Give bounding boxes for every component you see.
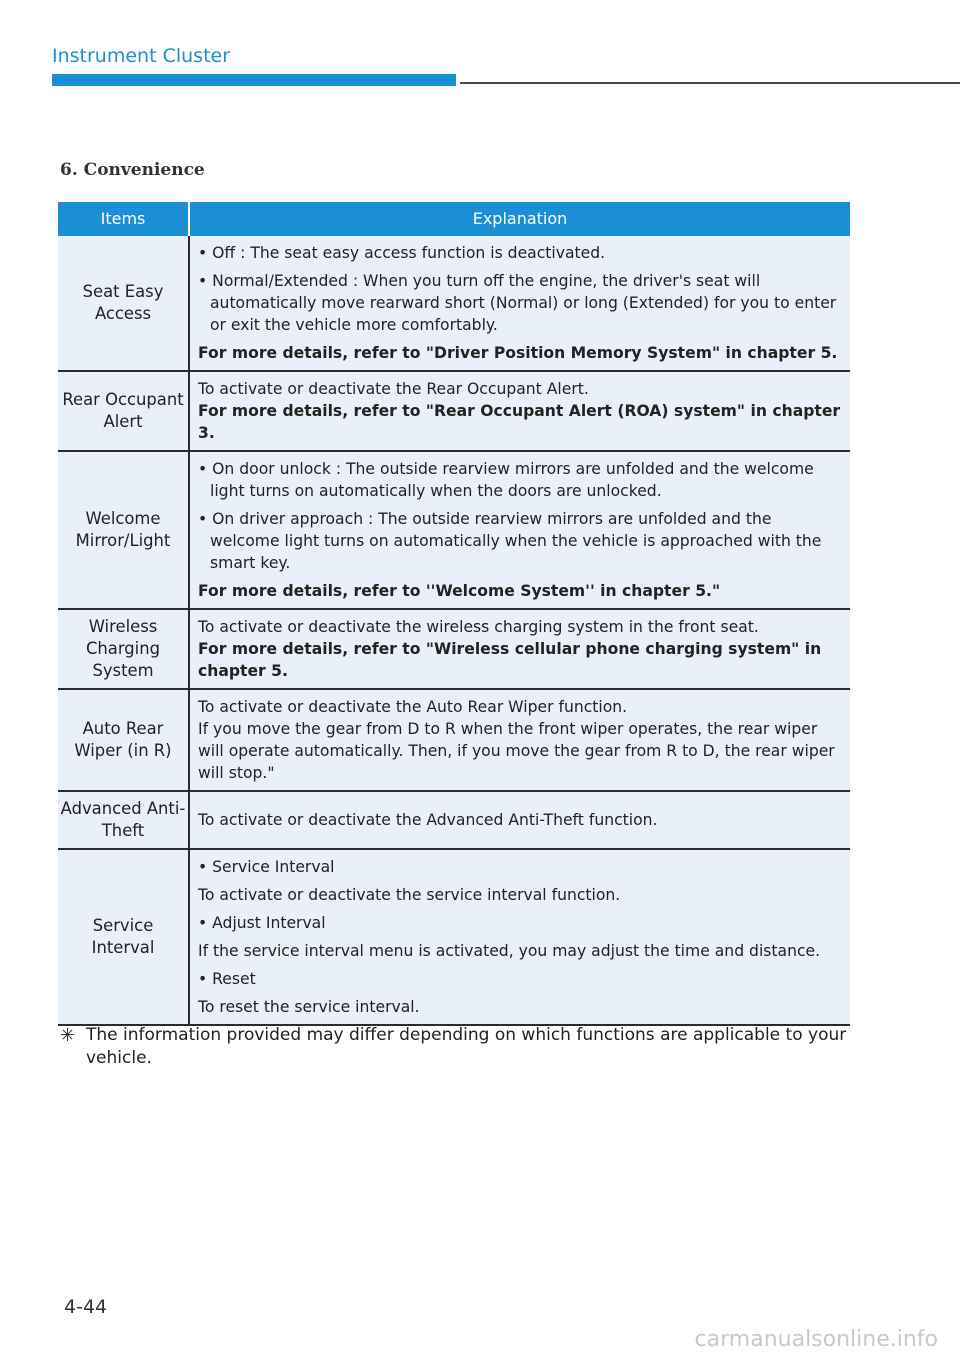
row-explanation [189, 609, 850, 689]
section-heading: 6. Convenience [60, 160, 205, 180]
table-row [58, 451, 850, 609]
explanation-line: To activate or deactivate the Advanced Anti-Theft function. [198, 811, 658, 829]
watermark: carmanualsonline.info [694, 1327, 938, 1352]
row-explanation [189, 689, 850, 791]
row-item-label: Advanced Anti-Theft [58, 791, 189, 849]
header-accent-bar [52, 74, 456, 86]
table-row [58, 849, 850, 1025]
explanation-line: To activate or deactivate the service interval function. [198, 886, 621, 904]
table-header-row [58, 202, 850, 236]
explanation-reference: For more details, refer to "Rear Occupant Alert (ROA) system" in chapter 3. [198, 402, 841, 442]
explanation-reference: For more details, refer to ''Welcome System'' in chapter 5." [198, 582, 721, 600]
row-item-label: Rear Occupant Alert [58, 371, 189, 451]
row-explanation [189, 371, 850, 451]
convenience-table-wrapper [58, 202, 850, 1026]
row-item-label: Service Interval [58, 849, 189, 1025]
header-title: Instrument Cluster [52, 45, 231, 67]
header-divider-line [460, 82, 960, 84]
table-row [58, 236, 850, 371]
explanation-line: To activate or deactivate the Auto Rear Wiper function. [198, 698, 628, 716]
explanation-line: • Adjust Interval [198, 914, 326, 932]
explanation-line: To activate or deactivate the wireless charging system in the front seat. [198, 618, 759, 636]
table-row [58, 609, 850, 689]
row-explanation [189, 236, 850, 371]
row-item-label: Auto Rear Wiper (in R) [58, 689, 189, 791]
explanation-line: To activate or deactivate the Rear Occupant Alert. [198, 380, 589, 398]
row-item-label: Seat Easy Access [58, 236, 189, 371]
explanation-line: To reset the service interval. [198, 998, 420, 1016]
table-row [58, 371, 850, 451]
row-explanation [189, 451, 850, 609]
explanation-line: • Reset [198, 970, 256, 988]
explanation-reference: For more details, refer to "Wireless cellular phone charging system" in chapter 5. [198, 640, 822, 680]
asterisk-icon: ✳ [60, 1025, 76, 1046]
row-explanation [189, 791, 850, 849]
footnote [60, 1024, 850, 1070]
explanation-line: • On door unlock : The outside rearview mirrors are unfolded and the welcome light turns on automatically when the doors are unlocked. [198, 460, 814, 500]
column-header-explanation: Explanation [189, 202, 850, 236]
table-row [58, 689, 850, 791]
explanation-line: • Service Interval [198, 858, 335, 876]
row-item-label: Wireless Charging System [58, 609, 189, 689]
row-item-label: Welcome Mirror/Light [58, 451, 189, 609]
row-explanation [189, 849, 850, 1025]
footnote-text: The information provided may differ depending on which functions are applicable to your vehicle. [86, 1025, 847, 1068]
explanation-line: • Normal/Extended : When you turn off the engine, the driver's seat will automatically move rearward short (Normal) or long (Extended) for you to enter or exit the vehicle more comfortably. [198, 272, 837, 334]
explanation-line: • Off : The seat easy access function is deactivated. [198, 244, 606, 262]
explanation-line: If you move the gear from D to R when the front wiper operates, the rear wiper will operate automatically. Then, if you move the gear from R to D, the rear wiper will stop." [198, 720, 835, 782]
explanation-line: If the service interval menu is activated, you may adjust the time and distance. [198, 942, 821, 960]
table-row [58, 791, 850, 849]
explanation-reference: For more details, refer to "Driver Position Memory System" in chapter 5. [198, 344, 838, 362]
column-header-items: Items [58, 202, 189, 236]
page-number: 4-44 [64, 1296, 108, 1318]
convenience-table [58, 202, 850, 1026]
explanation-line: • On driver approach : The outside rearview mirrors are unfolded and the welcome light turns on automatically when the vehicle is approached with the smart key. [198, 510, 822, 572]
